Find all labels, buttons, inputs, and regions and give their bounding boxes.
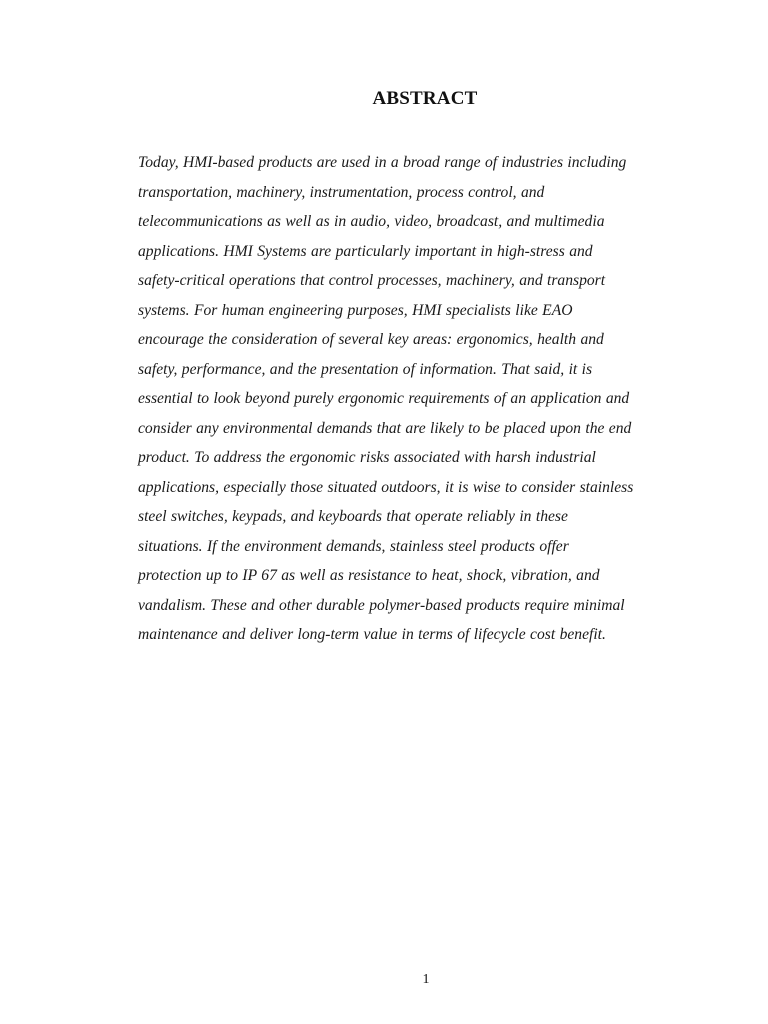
paragraph-line: transportation, machinery, instrumentation, process control, and [138,183,545,201]
abstract-heading: ABSTRACT [372,88,478,109]
paragraph-line: situations. If the environment demands, stainless steel products offer [138,537,569,555]
paragraph-line: systems. For human engineering purposes, HMI specialists like EAO [138,301,573,319]
page-number: 1 [422,972,430,987]
paragraph-line: applications. HMI Systems are particularly important in high-stress and [138,242,593,260]
paragraph-line: steel switches, keypads, and keyboards that operate reliably in these [138,508,568,525]
paragraph-line: safety, performance, and the presentation of information. That said, it is [138,360,593,378]
paragraph-line: Today, HMI-based products are used in a broad range of industries including [138,154,627,171]
paragraph-line: product. To address the ergonomic risks associated with harsh industrial [138,449,596,466]
paragraph-line: encourage the consideration of several key areas: ergonomics, health and [138,331,604,348]
paragraph-line: applications, especially those situated outdoors, it is wise to consider stainless [138,478,634,496]
abstract-paragraph [138,148,710,650]
paragraph-line: telecommunications as well as in audio, video, broadcast, and multimedia [138,213,605,230]
paragraph-line: maintenance and deliver long-term value in terms of lifecycle cost benefit. [138,626,606,643]
paragraph-line: consider any environmental demands that are likely to be placed upon the end [138,419,632,437]
paragraph-line: safety-critical operations that control processes, machinery, and transport [138,272,606,289]
paragraph-line: protection up to IP 67 as well as resistance to heat, shock, vibration, and [138,567,600,584]
paragraph-line: essential to look beyond purely ergonomic requirements of an application and [138,390,630,407]
paragraph-line: vandalism. These and other durable polymer-based products require minimal [138,596,625,614]
